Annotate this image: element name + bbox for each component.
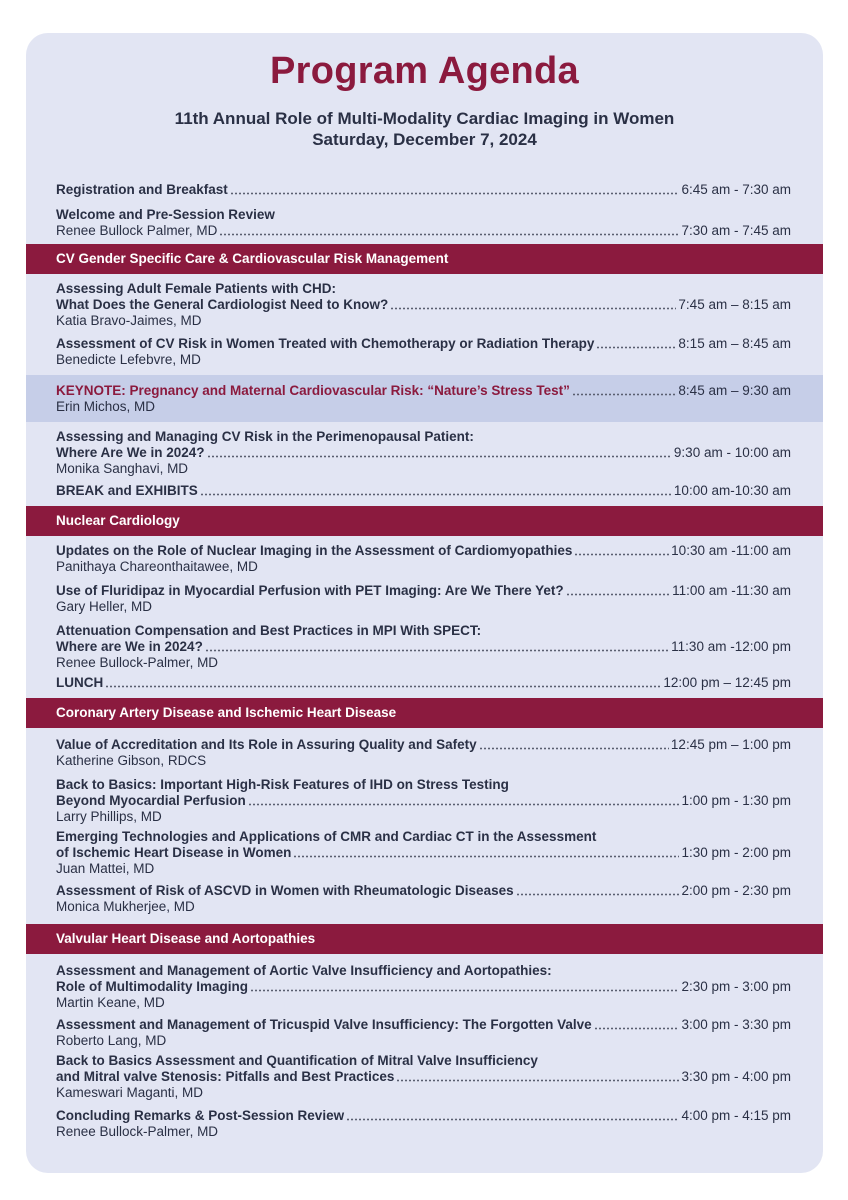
speaker-name: Erin Michos, MD: [56, 399, 156, 414]
leader-dots: [566, 593, 671, 596]
speaker-name: Panithaya Chareonthaitawee, MD: [56, 559, 258, 574]
agenda-item: [56, 207, 791, 239]
speaker-name: Martin Keane, MD: [56, 995, 165, 1010]
speaker-line: [56, 352, 791, 368]
leader-dots: [207, 455, 672, 458]
keynote-title: Pregnancy and Maternal Cardiovascular Risk: “Nature’s Stress Test”: [129, 383, 570, 398]
agenda-item-line: [56, 483, 791, 499]
agenda-card: [26, 33, 823, 1173]
agenda-list: [26, 33, 823, 1173]
session-title: Welcome and Pre-Session Review: [56, 207, 275, 222]
agenda-item-line: [56, 883, 791, 899]
speaker-line: [56, 861, 791, 877]
session-time: 2:30 pm - 3:00 pm: [681, 979, 791, 994]
leader-dots: [390, 307, 676, 310]
leader-dots: [219, 233, 679, 236]
agenda-item-line: [56, 737, 791, 753]
leader-dots: [574, 553, 669, 556]
session-time: 1:00 pm - 1:30 pm: [681, 793, 791, 808]
speaker-name: Gary Heller, MD: [56, 599, 153, 614]
speaker-name: Renee Bullock-Palmer, MD: [56, 655, 219, 670]
session-time: 12:45 pm – 1:00 pm: [670, 737, 791, 752]
session-title: Back to Basics Assessment and Quantification of Mitral Valve Insufficiency: [56, 1053, 538, 1068]
agenda-item: [56, 543, 791, 575]
speaker-name: Kameswari Maganti, MD: [56, 1085, 204, 1100]
agenda-item-line: [56, 383, 791, 399]
leader-dots: [346, 1118, 679, 1121]
agenda-item: [56, 1108, 791, 1140]
agenda-item: [56, 777, 791, 825]
session-title: Back to Basics: Important High-Risk Features of IHD on Stress Testing: [56, 777, 509, 792]
agenda-item: [56, 883, 791, 915]
session-title: Updates on the Role of Nuclear Imaging in the Assessment of Cardiomyopathies: [56, 543, 573, 558]
leader-dots: [230, 192, 680, 195]
session-time: 11:30 am -12:00 pm: [671, 639, 791, 654]
speaker-line: [56, 223, 791, 239]
leader-dots: [479, 747, 669, 750]
leader-dots: [200, 493, 672, 496]
speaker-line: [56, 559, 791, 575]
session-title: Assessment of Risk of ASCVD in Women with Rheumatologic Diseases: [56, 883, 514, 898]
session-time: 3:30 pm - 4:00 pm: [681, 1069, 791, 1084]
leader-dots: [205, 649, 669, 652]
speaker-line: [56, 1124, 791, 1140]
agenda-item: [56, 829, 791, 877]
session-title: Assessing Adult Female Patients with CHD:: [56, 281, 337, 296]
leader-dots: [396, 1079, 679, 1082]
session-title: Assessing and Managing CV Risk in the Perimenopausal Patient:: [56, 429, 474, 444]
session-time: 7:45 am – 8:15 am: [678, 297, 791, 312]
section-header: Nuclear Cardiology: [26, 506, 823, 536]
session-title: Where are We in 2024?: [56, 639, 203, 654]
leader-dots: [248, 803, 680, 806]
agenda-item: [56, 675, 791, 691]
session-time: 1:30 pm - 2:00 pm: [681, 845, 791, 860]
speaker-line: [56, 899, 791, 915]
speaker-name: Benedicte Lefebvre, MD: [56, 352, 201, 367]
agenda-item-line: [56, 1108, 791, 1124]
agenda-item: [56, 336, 791, 368]
leader-dots: [516, 893, 680, 896]
speaker-line: [56, 1033, 791, 1049]
agenda-item: [56, 281, 791, 329]
section-header: Valvular Heart Disease and Aortopathies: [26, 924, 823, 954]
speaker-line: [56, 753, 791, 769]
speaker-name: Renee Bullock-Palmer, MD: [56, 1124, 219, 1139]
agenda-item: [56, 583, 791, 615]
session-time: 10:00 am-10:30 am: [673, 483, 791, 498]
agenda-item-line: [56, 1053, 791, 1069]
speaker-name: Renee Bullock Palmer, MD: [56, 223, 218, 238]
session-time: 9:30 am - 10:00 am: [673, 445, 791, 460]
speaker-name: Juan Mattei, MD: [56, 861, 155, 876]
leader-dots: [293, 855, 679, 858]
agenda-item: [56, 623, 791, 671]
agenda-item: [56, 963, 791, 1011]
agenda-item-line: [56, 777, 791, 793]
agenda-item-line: [56, 1069, 791, 1085]
speaker-name: Katherine Gibson, RDCS: [56, 753, 207, 768]
session-title: [56, 383, 570, 399]
session-title: Beyond Myocardial Perfusion: [56, 793, 246, 808]
agenda-item-line: [56, 445, 791, 461]
session-title: Attenuation Compensation and Best Practices in MPI With SPECT:: [56, 623, 482, 638]
section-header: CV Gender Specific Care & Cardiovascular Risk Management: [26, 244, 823, 274]
session-title: and Mitral valve Stenosis: Pitfalls and Best Practices: [56, 1069, 395, 1084]
leader-dots: [596, 346, 676, 349]
agenda-item-line: [56, 845, 791, 861]
session-title: Where Are We in 2024?: [56, 445, 205, 460]
session-title: Value of Accreditation and Its Role in Assuring Quality and Safety: [56, 737, 477, 752]
agenda-item-line: [56, 207, 791, 223]
session-title: Emerging Technologies and Applications of CMR and Cardiac CT in the Assessment: [56, 829, 597, 844]
session-time: 2:00 pm - 2:30 pm: [681, 883, 791, 898]
session-time: 4:00 pm - 4:15 pm: [681, 1108, 791, 1123]
event-name: 11th Annual Role of Multi-Modality Cardiac Imaging in Women: [174, 109, 675, 128]
session-title: LUNCH: [56, 675, 104, 690]
agenda-item: [56, 429, 791, 477]
agenda-item: [56, 383, 791, 415]
agenda-item-line: [56, 336, 791, 352]
session-title: Role of Multimodality Imaging: [56, 979, 248, 994]
agenda-item-line: [56, 182, 791, 198]
speaker-name: Katia Bravo-Jaimes, MD: [56, 313, 202, 328]
speaker-line: [56, 313, 791, 329]
agenda-item-line: [56, 297, 791, 313]
agenda-item: [56, 737, 791, 769]
agenda-item-line: [56, 979, 791, 995]
session-title: Assessment and Management of Aortic Valve Insufficiency and Aortopathies:: [56, 963, 552, 978]
session-title: Use of Fluridipaz in Myocardial Perfusion with PET Imaging: Are We There Yet?: [56, 583, 564, 598]
leader-dots: [250, 989, 679, 992]
agenda-item-line: [56, 543, 791, 559]
session-time: 7:30 am - 7:45 am: [681, 223, 791, 238]
session-title: Registration and Breakfast: [56, 182, 228, 197]
session-time: 6:45 am - 7:30 am: [681, 182, 791, 197]
speaker-line: [56, 399, 791, 415]
agenda-item-line: [56, 281, 791, 297]
speaker-line: [56, 1085, 791, 1101]
speaker-line: [56, 461, 791, 477]
agenda-item: [56, 1017, 791, 1049]
session-time: 10:30 am -11:00 am: [671, 543, 791, 558]
session-title: BREAK and EXHIBITS: [56, 483, 198, 498]
speaker-name: Monika Sanghavi, MD: [56, 461, 189, 476]
speaker-name: Monica Mukherjee, MD: [56, 899, 195, 914]
agenda-item-line: [56, 583, 791, 599]
section-header: Coronary Artery Disease and Ischemic Heart Disease: [26, 698, 823, 728]
agenda-item: [56, 1053, 791, 1101]
agenda-item-line: [56, 793, 791, 809]
agenda-item-line: [56, 429, 791, 445]
speaker-name: Larry Phillips, MD: [56, 809, 162, 824]
session-title: Assessment of CV Risk in Women Treated with Chemotherapy or Radiation Therapy: [56, 336, 595, 351]
agenda-item: [56, 483, 791, 499]
agenda-item-line: [56, 1017, 791, 1033]
speaker-line: [56, 809, 791, 825]
speaker-line: [56, 599, 791, 615]
leader-dots: [594, 1027, 680, 1030]
session-time: 3:00 pm - 3:30 pm: [681, 1017, 791, 1032]
speaker-name: Roberto Lang, MD: [56, 1033, 167, 1048]
session-time: 12:00 pm – 12:45 pm: [663, 675, 791, 690]
keynote-label: KEYNOTE:: [56, 383, 130, 398]
session-title: Assessment and Management of Tricuspid Valve Insufficiency: The Forgotten Valve: [56, 1017, 592, 1032]
session-time: 11:00 am -11:30 am: [672, 583, 791, 598]
agenda-item-line: [56, 639, 791, 655]
session-title: of Ischemic Heart Disease in Women: [56, 845, 292, 860]
speaker-line: [56, 995, 791, 1011]
agenda-item-line: [56, 623, 791, 639]
speaker-line: [56, 655, 791, 671]
session-time: 8:15 am – 8:45 am: [678, 336, 791, 351]
agenda-item-line: [56, 963, 791, 979]
session-title: What Does the General Cardiologist Need to Know?: [56, 297, 389, 312]
agenda-item-line: [56, 675, 791, 691]
page-title: Program Agenda: [270, 50, 579, 92]
leader-dots: [105, 685, 661, 688]
leader-dots: [572, 393, 676, 396]
event-date: Saturday, December 7, 2024: [312, 130, 537, 149]
agenda-item: [56, 182, 791, 198]
session-time: 8:45 am – 9:30 am: [678, 383, 791, 398]
agenda-item-line: [56, 829, 791, 845]
session-title: Concluding Remarks & Post-Session Review: [56, 1108, 345, 1123]
